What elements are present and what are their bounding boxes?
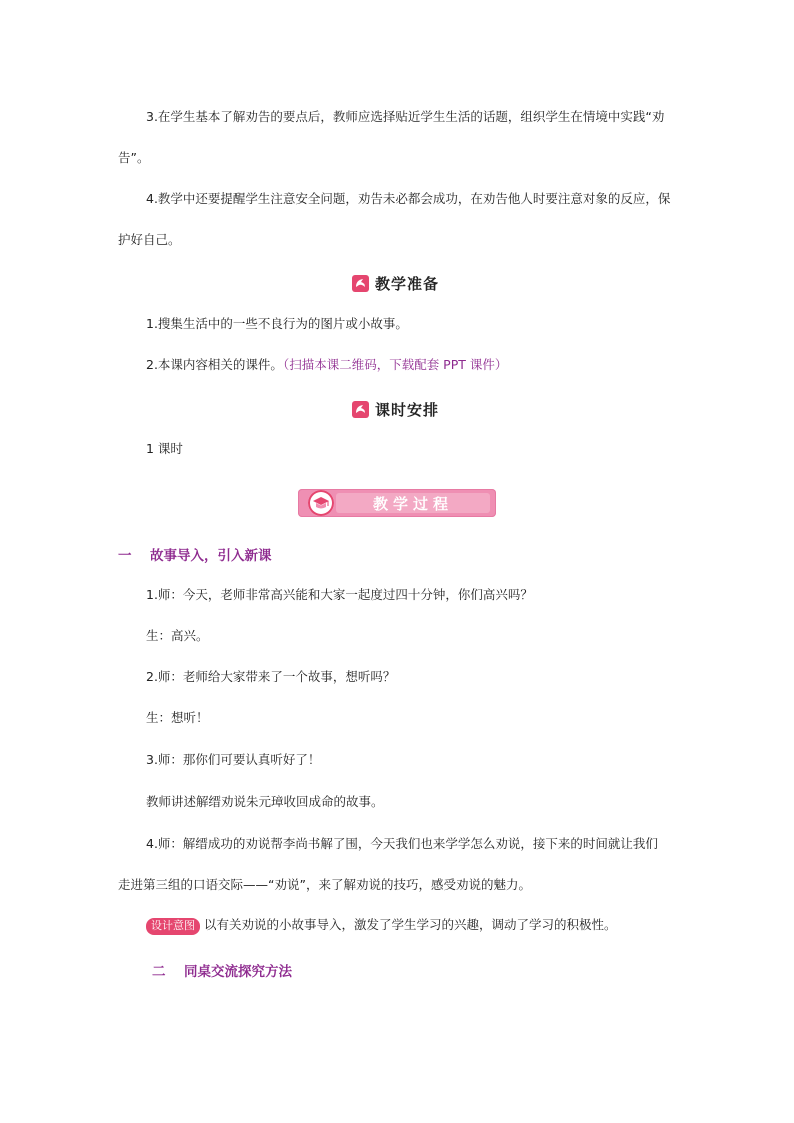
- section-heading-schedule: [352, 398, 439, 420]
- part2-title: 同桌交流探究方法: [184, 964, 292, 980]
- design-intent-text: 以有关劝说的小故事导入，激发了学生学习的兴趣，调动了学习的积极性。: [204, 917, 617, 932]
- prep-item-2: [146, 357, 706, 373]
- process-banner-label: [336, 493, 490, 513]
- part2-heading: [152, 960, 292, 980]
- intro-paragraph-4-line1: 4.教学中还要提醒学生注意安全问题，劝告未必都会成功，在劝告他人时要注意对象的反应，保: [146, 191, 671, 206]
- graduation-cap-icon: [308, 490, 334, 516]
- design-intent: [146, 917, 706, 935]
- part1-heading: [118, 544, 272, 564]
- process-banner-title: 教学过程: [372, 494, 453, 513]
- process-banner: [298, 489, 496, 517]
- part2-number: 二: [152, 964, 166, 980]
- section-title-schedule: 课时安排: [375, 400, 440, 419]
- section-heading-prep: [352, 272, 439, 294]
- intro-paragraph-3-line2: 告”。: [118, 150, 150, 165]
- intro-paragraph-4-line2: 护好自己。: [118, 232, 181, 247]
- prep-item-1: 1.搜集生活中的一些不良行为的图片或小故事。: [146, 316, 408, 331]
- schedule-text: 1 课时: [146, 441, 183, 456]
- part1-line-5: 3.师：那你们可要认真听好了！: [146, 752, 321, 767]
- design-intent-badge: 设计意图: [146, 918, 200, 935]
- part1-line-7a: 4.师：解缙成功的劝说帮李尚书解了围，今天我们也来学学怎么劝说，接下来的时间就让我们: [146, 836, 658, 851]
- section-title-prep: 教学准备: [375, 274, 440, 293]
- prep-item-2-text: 2.本课内容相关的课件。: [146, 357, 283, 372]
- part1-line-6: 教师讲述解缙劝说朱元璋收回成命的故事。: [146, 794, 384, 809]
- part1-line-1: 1.师：今天，老师非常高兴能和大家一起度过四十分钟，你们高兴吗？: [146, 587, 533, 602]
- part1-line-2: 生：高兴。: [146, 628, 209, 643]
- part1-title: 故事导入，引入新课: [150, 548, 272, 564]
- part1-line-4: 生：想听！: [146, 710, 209, 725]
- part1-line-7b: 走进第三组的口语交际——“劝说”，来了解劝说的技巧，感受劝说的魅力。: [118, 877, 531, 892]
- intro-paragraph-3-line1: 3.在学生基本了解劝告的要点后，教师应选择贴近学生生活的话题，组织学生在情境中实践“劝: [146, 109, 665, 124]
- prep-item-2-note: （扫描本课二维码，下载配套 PPT 课件）: [282, 357, 508, 372]
- part1-line-3: 2.师：老师给大家带来了一个故事，想听吗？: [146, 669, 396, 684]
- section-bookmark-icon: [352, 275, 369, 292]
- section-bookmark-icon: [352, 401, 369, 418]
- part1-number: 一: [118, 548, 132, 564]
